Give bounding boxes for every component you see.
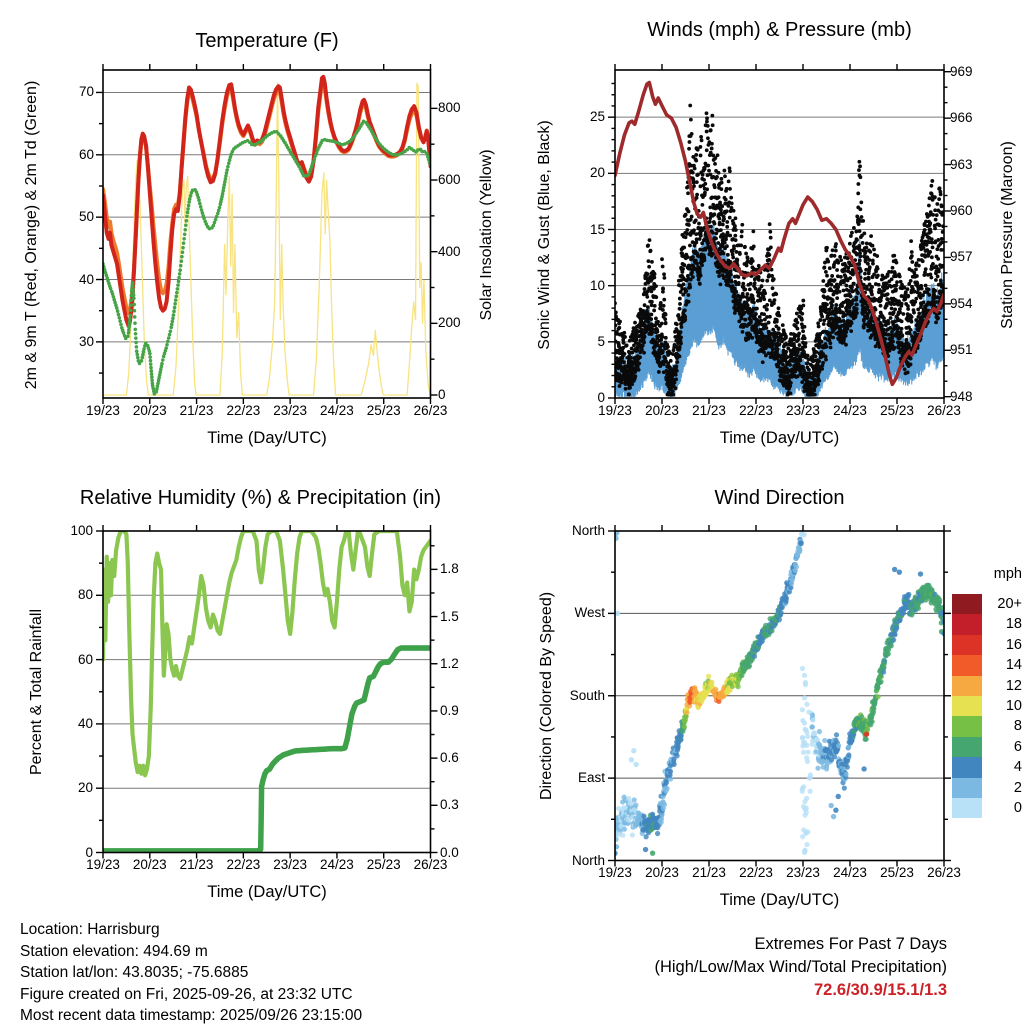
- colorbar-label: 2: [1013, 779, 1022, 796]
- p3-xtick-label: 26/23: [413, 857, 448, 872]
- p4-xtick-label: 24/23: [833, 865, 867, 880]
- panel2-right-axis-label: Station Pressure (Maroon): [999, 141, 1016, 329]
- colorbar-label: 10: [1005, 698, 1022, 714]
- colorbar-band: [952, 737, 982, 757]
- p2-xtick-label: 25/23: [880, 403, 914, 418]
- p1-xtick-label: 22/23: [226, 403, 261, 418]
- p2-ytick-left-label: 5: [597, 333, 605, 349]
- p3-xtick-label: 23/23: [273, 857, 308, 872]
- p1-ytick-right-label: 800: [438, 100, 461, 116]
- p3-xtick-label: 20/23: [132, 857, 167, 872]
- panel4-title: Wind Direction: [714, 487, 845, 509]
- p4-ytick-label: South: [569, 687, 605, 703]
- p2-ytick-right-label: 954: [950, 295, 973, 311]
- p4-xtick-label: 19/23: [598, 865, 632, 880]
- colorbar-band: [952, 635, 982, 655]
- p1-ytick-left-label: 70: [78, 84, 94, 100]
- p4-xtick-label: 26/23: [927, 865, 961, 880]
- panel1-title: Temperature (F): [195, 30, 339, 52]
- panel3-xaxis-label: Time (Day/UTC): [207, 883, 327, 901]
- p3-ytick-right-label: 1.2: [440, 655, 459, 671]
- p2-xtick-label: 19/23: [598, 403, 632, 418]
- colorbar-label: 20+: [997, 596, 1022, 612]
- panel2-left-axis-label: Sonic Wind & Gust (Blue, Black): [536, 120, 553, 350]
- p2-ytick-left-label: 25: [589, 109, 605, 125]
- p3-ytick-left-label: 20: [77, 780, 93, 796]
- p1-xtick-label: 24/23: [320, 403, 354, 418]
- p1-xtick-label: 19/23: [86, 403, 120, 418]
- p3-ytick-right-label: 0.9: [440, 702, 459, 718]
- colorbar-title: mph: [993, 566, 1022, 582]
- p1-ytick-right-label: 200: [438, 315, 461, 331]
- p1-xtick-label: 20/23: [132, 403, 167, 418]
- panel4-xaxis-label: Time (Day/UTC): [719, 891, 840, 909]
- colorbar-label: 6: [1013, 738, 1022, 755]
- p2-ytick-right-label: 957: [950, 249, 973, 265]
- colorbar-band: [952, 594, 982, 614]
- p4-ytick-label: West: [574, 605, 605, 621]
- p2-ytick-left-label: 20: [589, 165, 605, 181]
- colorbar-band: [952, 614, 982, 634]
- p1-xtick-label: 21/23: [179, 403, 214, 418]
- p3-ytick-right-label: 1.8: [440, 561, 459, 577]
- p1-ytick-left-label: 50: [78, 209, 94, 225]
- p1-ytick-right-label: 400: [438, 243, 461, 259]
- p1-xtick-label: 23/23: [273, 403, 308, 418]
- colorbar-label: 0: [1013, 800, 1022, 816]
- p3-ytick-right-label: 0.6: [440, 750, 459, 766]
- extremes-values: 72.6/30.9/15.1/1.3: [813, 981, 947, 999]
- panel2-xaxis-label: Time (Day/UTC): [719, 429, 840, 447]
- p4-xtick-label: 25/23: [880, 865, 914, 880]
- panel3-title: Relative Humidity (%) & Precipitation (in): [79, 487, 442, 509]
- p2-ytick-right-label: 969: [950, 63, 973, 79]
- p3-xtick-label: 24/23: [320, 857, 354, 872]
- colorbar-label: 14: [1005, 657, 1022, 674]
- station-footer: [20, 919, 362, 1024]
- p4-xtick-label: 20/23: [645, 865, 679, 880]
- p3-ytick-right-label: 0.3: [440, 797, 459, 813]
- p3-ytick-right-label: 1.5: [440, 608, 459, 624]
- p2-ytick-right-label: 963: [950, 156, 973, 172]
- p3-ytick-left-label: 80: [77, 587, 93, 603]
- p2-ytick-left-label: 15: [589, 221, 605, 237]
- p1-xtick-label: 25/23: [366, 403, 401, 418]
- footer-created: Figure created on Fri, 2025-09-26, at 23:32 UTC: [20, 985, 353, 1003]
- colorbar-label: 16: [1005, 636, 1022, 653]
- p3-xtick-label: 25/23: [366, 857, 401, 872]
- footer-latlon: Station lat/lon: 43.8035; -75.6885: [20, 964, 249, 981]
- p3-xtick-label: 22/23: [226, 857, 261, 872]
- p4-ytick-label: North: [571, 522, 605, 538]
- panel1-xaxis-label: Time (Day/UTC): [207, 429, 327, 447]
- p2-xtick-label: 26/23: [927, 403, 961, 418]
- p2-xtick-label: 21/23: [692, 403, 726, 418]
- colorbar-label: 18: [1005, 616, 1022, 633]
- p1-xtick-label: 26/23: [413, 403, 448, 418]
- colorbar-label: 4: [1013, 759, 1022, 776]
- colorbar-band: [952, 757, 982, 777]
- colorbar-label: 12: [1005, 677, 1022, 694]
- p3-ytick-left-label: 40: [77, 715, 93, 731]
- p2-ytick-right-label: 960: [950, 202, 973, 218]
- p2-xtick-label: 22/23: [739, 403, 773, 418]
- colorbar-band: [952, 655, 982, 675]
- colorbar-band: [952, 716, 982, 736]
- panel4-left-axis-label: Direction (Colored By Speed): [538, 591, 555, 801]
- footer-location: Location: Harrisburg: [20, 921, 160, 938]
- p4-xtick-label: 22/23: [739, 865, 773, 880]
- p3-ytick-left-label: 0: [85, 844, 93, 860]
- panel2-title: Winds (mph) & Pressure (mb): [647, 19, 912, 41]
- p1-ytick-left-label: 40: [78, 271, 94, 287]
- colorbar-band: [952, 778, 982, 798]
- extremes-line2: (High/Low/Max Wind/Total Precipitation): [654, 958, 947, 976]
- panel3-left-axis-label: Percent & Total Rainfall: [28, 609, 45, 776]
- p4-xtick-label: 23/23: [786, 865, 820, 880]
- p3-xtick-label: 19/23: [86, 857, 120, 872]
- p3-ytick-left-label: 100: [70, 523, 93, 538]
- colorbar-band: [952, 696, 982, 716]
- extremes-line1: Extremes For Past 7 Days: [754, 935, 947, 953]
- p3-ytick-right-label: 0.0: [440, 844, 459, 860]
- extremes-block: [500, 933, 947, 1002]
- p3-xtick-label: 21/23: [179, 857, 214, 872]
- p2-ytick-left-label: 10: [589, 277, 605, 293]
- panel1-left-axis-label: 2m & 9m T (Red, Orange) & 2m Td (Green): [23, 80, 40, 390]
- p2-ytick-right-label: 966: [950, 110, 973, 126]
- p2-xtick-label: 24/23: [833, 403, 867, 418]
- p4-ytick-label: East: [577, 770, 605, 786]
- p2-ytick-left-label: 0: [597, 390, 605, 405]
- footer-timestamp: Most recent data timestamp: 2025/09/26 23:15:00: [20, 1007, 363, 1024]
- p1-ytick-right-label: 0: [438, 387, 446, 402]
- p4-ytick-label: North: [571, 852, 605, 868]
- panel1-right-axis-label: Solar Insolation (Yellow): [478, 149, 495, 321]
- colorbar-band: [952, 798, 982, 818]
- p4-xtick-label: 21/23: [692, 865, 726, 880]
- p2-xtick-label: 23/23: [786, 403, 820, 418]
- p1-ytick-left-label: 30: [78, 333, 94, 349]
- colorbar-label: 8: [1013, 718, 1022, 735]
- colorbar-band: [952, 676, 982, 696]
- p1-ytick-left-label: 60: [78, 146, 94, 162]
- p3-ytick-left-label: 60: [77, 651, 93, 667]
- p2-ytick-right-label: 948: [950, 388, 973, 404]
- p1-ytick-right-label: 600: [438, 172, 461, 188]
- footer-elevation: Station elevation: 494.69 m: [20, 942, 208, 960]
- p2-xtick-label: 20/23: [645, 403, 679, 418]
- p2-ytick-right-label: 951: [950, 342, 973, 358]
